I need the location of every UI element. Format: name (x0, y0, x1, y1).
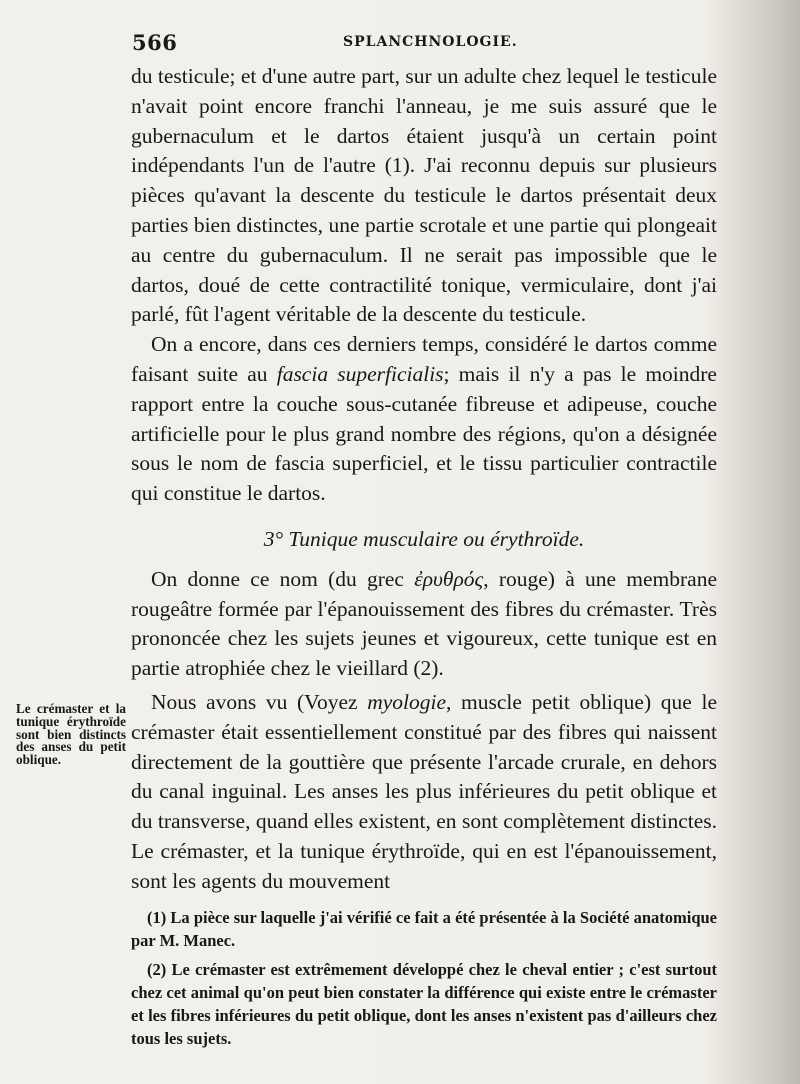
paragraph-text: ; mais il n'y a pas le moindre rapport entre la couche sous-cutanée fibreuse et adipeuse, couche artificielle pour le plus grand nombre des régions, qu'on a désignée sous le nom de fascia superficiel, et le tissu particulier contractile qui constitue le dartos. (131, 361, 717, 506)
footnote-1: (1) La pièce sur laquelle j'ai vérifié ce fait a été présentée à la Société anatomique par M. Manec. (131, 908, 717, 950)
paragraph-text: On a encore, dans ces derniers temps, considéré le dartos comme faisant suite au (131, 332, 717, 386)
page-number: 566 (132, 30, 178, 55)
paragraph-definition (131, 565, 717, 684)
footnotes (131, 906, 717, 1056)
paragraph-text: Nous avons vu (Voyez (151, 689, 368, 714)
section-heading: 3° Tunique musculaire ou érythroïde. (263, 526, 585, 551)
greek-word: ἐρυθρός (414, 566, 484, 591)
paragraph-text: On donne ce nom (du grec (151, 566, 415, 591)
paragraph-cremaster (131, 688, 717, 897)
paragraph-text: , muscle petit oblique) que le crémaster était essentiellement constitué par des fibres qui naissent directement de la gouttière que présente l'arcade crurale, en dehors du canal inguinal. Les anses les plus inférieures du petit oblique et du transverse, quand elles existent, en sont complètement distinctes. Le crémaster, et la tunique érythroïde, qui en est l'épanouissement, sont les agents du mouvement (131, 689, 717, 893)
running-head: SPLANCHNOLOGIE. (343, 34, 518, 50)
page-header (128, 28, 718, 58)
paragraph-continuation: du testicule; et d'une autre part, sur un adulte chez lequel le testicule n'avait point encore franchi l'anneau, je me suis assuré que le gubernaculum et le dartos étaient jusqu'à un certain point indépendants l'un de l'autre (1). J'ai reconnu depuis sur plusieurs pièces qu'avant la descente du testicule le dartos présentait deux parties bien distinctes, une partie scrotale et une partie qui plongeait au centre du gubernaculum. Il ne serait pas impossible que le dartos, doué de cette contractilité tonique, vermiculaire, dont j'ai parlé, fût l'agent véritable de la descente du testicule. (131, 64, 717, 327)
footnote-2: (2) Le crémaster est extrêmement développé chez le cheval entier ; c'est surtout chez cet animal qu'on peut bien constater la différence qui existe entre le crémaster et les fibres inférieures du petit oblique, dont les anses n'existent pas d'ailleurs chez tous les sujets. (131, 960, 717, 1048)
paragraph-text: , rouge) à une membrane rougeâtre formée par l'épanouissement des fibres du crémaster. Très prononcée chez les sujets jeunes et vigoureux, cette tunique est en partie atrophiée chez le vieillard (2). (131, 566, 717, 681)
paragraph-dartos-fascia (131, 330, 717, 509)
body-text (131, 62, 717, 897)
emphasis-term: myologie (367, 689, 446, 714)
emphasis-term: fascia superficialis (276, 361, 444, 386)
margin-note: Le crémaster et la tunique érythroïde sont bien distincts des anses du petit oblique. (16, 701, 126, 768)
